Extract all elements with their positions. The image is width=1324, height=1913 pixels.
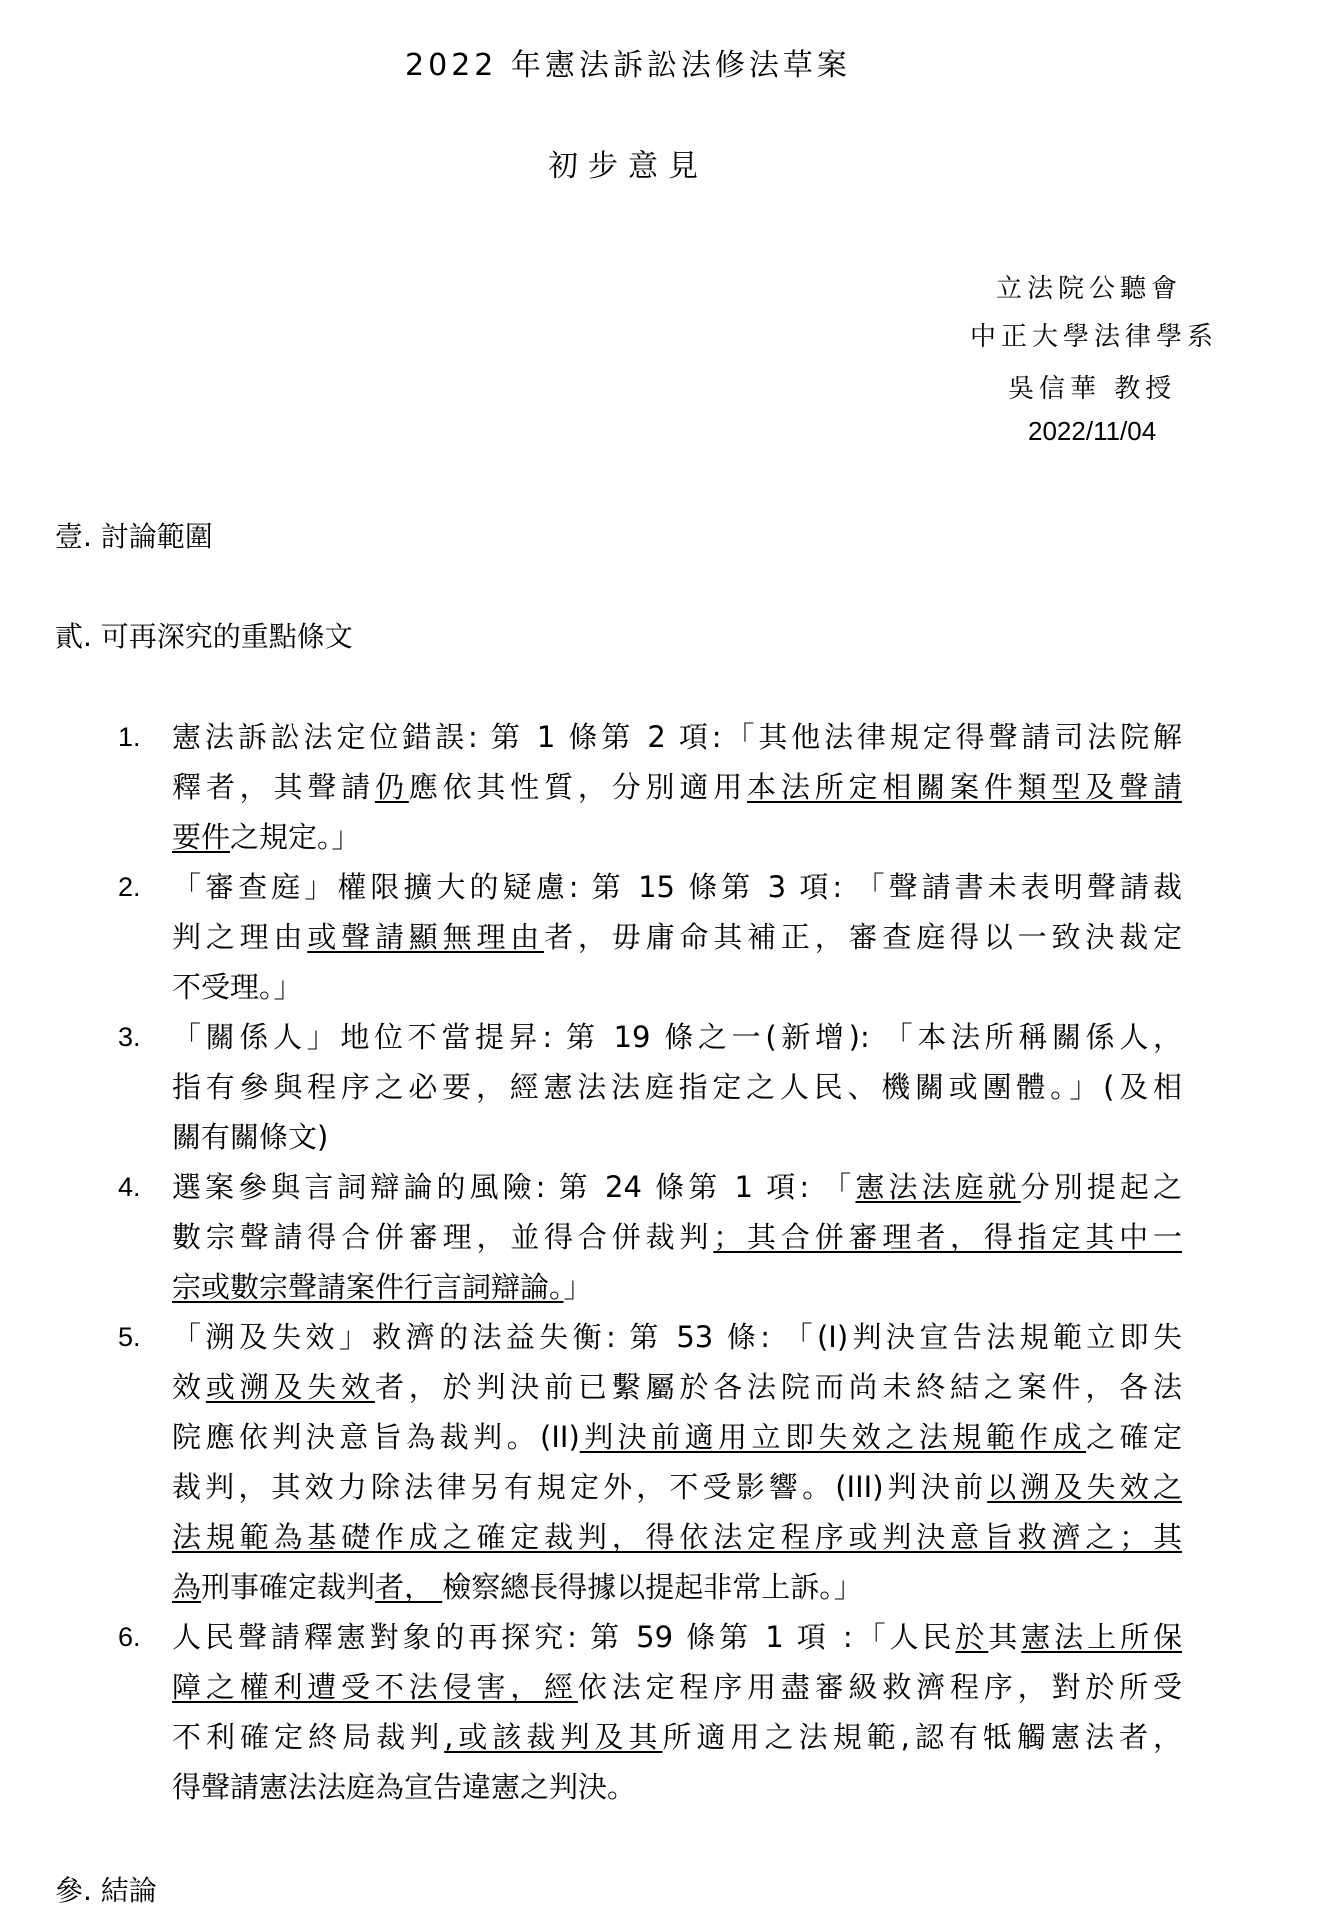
text-line bbox=[172, 1562, 1182, 1612]
text-segment: 人民聲請釋憲對象的再探究: 第 59 條第 1 項 :「人民 bbox=[172, 1620, 956, 1654]
underlined-text: 本法所定相關案件類型及聲請 bbox=[747, 770, 1182, 804]
text-line bbox=[172, 1462, 1182, 1512]
text-segment: 者，於判決前已繫屬於各法院而尚未終結之案件，各法 bbox=[374, 1370, 1182, 1404]
text-segment: 應依其性質，分別適用 bbox=[408, 770, 748, 804]
text-line bbox=[172, 712, 1182, 762]
list-item-number: 1. bbox=[118, 722, 141, 752]
section-heading-scope: 壹. 討論範圍 bbox=[55, 520, 213, 553]
list-item bbox=[0, 1162, 1182, 1312]
list-item bbox=[0, 712, 1182, 862]
underlined-text: 以溯及失效之 bbox=[987, 1470, 1182, 1504]
text-segment: 之規定。」 bbox=[230, 820, 361, 854]
underlined-text: 障之權利遭受不法侵害，經 bbox=[172, 1670, 578, 1704]
text-segment: 檢察總長得據以提起非常上訴。」 bbox=[442, 1570, 863, 1604]
list-item-number: 4. bbox=[118, 1172, 141, 1202]
text-segment: 判之理由 bbox=[172, 920, 308, 954]
text-line bbox=[172, 1362, 1182, 1412]
text-segment: 不受理。」 bbox=[172, 970, 303, 1004]
list-item-number: 3. bbox=[118, 1022, 141, 1052]
underlined-text: 或溯及失效 bbox=[205, 1370, 375, 1404]
list-item bbox=[0, 1612, 1182, 1812]
list-item-number: 5. bbox=[118, 1322, 141, 1352]
text-segment: 分別提起之 bbox=[1020, 1170, 1182, 1204]
list-item-number: 6. bbox=[118, 1622, 141, 1652]
list-item-number: 2. bbox=[118, 872, 141, 902]
text-line bbox=[172, 1412, 1182, 1462]
underlined-text: 判決前適用立即失效之法規範作成 bbox=[579, 1420, 1087, 1454]
text-segment: 所適用之法規範,認有牴觸憲法者， bbox=[662, 1720, 1182, 1754]
text-line bbox=[172, 1712, 1182, 1762]
underlined-text: 或聲請顯無理由 bbox=[307, 920, 545, 954]
author-name: 吳信華 教授 bbox=[1008, 374, 1177, 404]
text-line bbox=[172, 1662, 1182, 1712]
underlined-text: 為 bbox=[172, 1570, 202, 1604]
text-line bbox=[172, 962, 1182, 1012]
text-segment: 刑事確定裁判 bbox=[201, 1570, 376, 1604]
text-segment: 其 bbox=[988, 1620, 1022, 1654]
text-segment: 得聲請憲法法庭為宣告違憲之判決。 bbox=[172, 1770, 637, 1804]
text-line bbox=[172, 1212, 1182, 1262]
underlined-text: 仍 bbox=[374, 770, 409, 804]
text-line bbox=[172, 1762, 1182, 1812]
underlined-text: 法規範為基礎作成之確定裁判，得依法定程序或判決意旨救濟之；其 bbox=[172, 1520, 1182, 1554]
underlined-text: ；其合併審理者，得指定其中一 bbox=[713, 1220, 1182, 1254]
text-segment: 憲法訴訟法定位錯誤: 第 1 條第 2 項:「其他法律規定得聲請司法院解 bbox=[172, 720, 1182, 754]
text-line bbox=[172, 762, 1182, 812]
underlined-text: 憲法上所保 bbox=[1021, 1620, 1182, 1654]
text-segment: 效 bbox=[172, 1370, 206, 1404]
text-segment: 「審查庭」權限擴大的疑慮: 第 15 條第 3 項: 「聲請書未表明聲請裁 bbox=[172, 870, 1182, 904]
underlined-text: 憲法法庭就 bbox=[855, 1170, 1021, 1204]
key-articles-list bbox=[0, 712, 1324, 1812]
text-line bbox=[172, 862, 1182, 912]
text-line bbox=[172, 1012, 1182, 1062]
underlined-text: 者， bbox=[375, 1570, 443, 1604]
section-heading-conclusion: 參. 結論 bbox=[55, 1874, 157, 1907]
list-item bbox=[0, 862, 1182, 1012]
text-segment: 依法定程序用盡審級救濟程序，對於所受 bbox=[577, 1670, 1182, 1704]
text-segment: 不利確定終局裁判 bbox=[172, 1720, 445, 1754]
text-line bbox=[172, 1062, 1182, 1112]
section-heading-key-articles: 貳. 可再深究的重點條文 bbox=[55, 620, 353, 653]
text-line bbox=[172, 812, 1182, 862]
text-segment: 關有關條文) bbox=[172, 1120, 329, 1154]
text-segment: 者，毋庸命其補正，審查庭得以一致決裁定 bbox=[544, 920, 1182, 954]
text-line bbox=[172, 1512, 1182, 1562]
underlined-text: 要件 bbox=[172, 820, 231, 854]
text-segment: 指有參與程序之必要，經憲法法庭指定之人民、機關或團體。」(及相 bbox=[172, 1070, 1182, 1104]
text-line bbox=[172, 1112, 1182, 1162]
text-segment: 選案參與言詞辯論的風險: 第 24 條第 1 項: 「 bbox=[172, 1170, 856, 1204]
text-line bbox=[172, 1312, 1182, 1362]
underlined-text: ,或該裁判及其 bbox=[444, 1720, 663, 1754]
list-item bbox=[0, 1012, 1182, 1162]
text-line bbox=[172, 1262, 1182, 1312]
affiliation: 中正大學法律學系 bbox=[970, 322, 1219, 352]
text-segment: 院應依判決意旨為裁判。(II) bbox=[172, 1420, 580, 1454]
text-segment: 數宗聲請得合併審理，並得合併裁判 bbox=[172, 1220, 714, 1254]
underlined-text: 宗或數宗聲請案件行言詞辯論。 bbox=[172, 1270, 564, 1304]
document-title: 2022 年憲法訴訟法修法草案 bbox=[405, 48, 851, 83]
text-segment: 之確定 bbox=[1086, 1420, 1182, 1454]
document-subtitle: 初步意見 bbox=[548, 149, 708, 184]
text-segment: 釋者，其聲請 bbox=[172, 770, 375, 804]
text-line bbox=[172, 1612, 1182, 1662]
underlined-text: 於 bbox=[955, 1620, 989, 1654]
text-segment: 「關係人」地位不當提昇: 第 19 條之一(新增): 「本法所稱關係人， bbox=[172, 1020, 1182, 1054]
text-segment: 裁判，其效力除法律另有規定外，不受影響。(III)判決前 bbox=[172, 1470, 988, 1504]
venue: 立法院公聽會 bbox=[996, 274, 1183, 304]
text-line bbox=[172, 912, 1182, 962]
text-segment: 「溯及失效」救濟的法益失衡: 第 53 條: 「(I)判決宣告法規範立即失 bbox=[172, 1320, 1182, 1354]
list-item bbox=[0, 1312, 1182, 1612]
text-line bbox=[172, 1162, 1182, 1212]
text-segment: 」 bbox=[563, 1270, 593, 1304]
document-date: 2022/11/04 bbox=[1028, 416, 1157, 446]
